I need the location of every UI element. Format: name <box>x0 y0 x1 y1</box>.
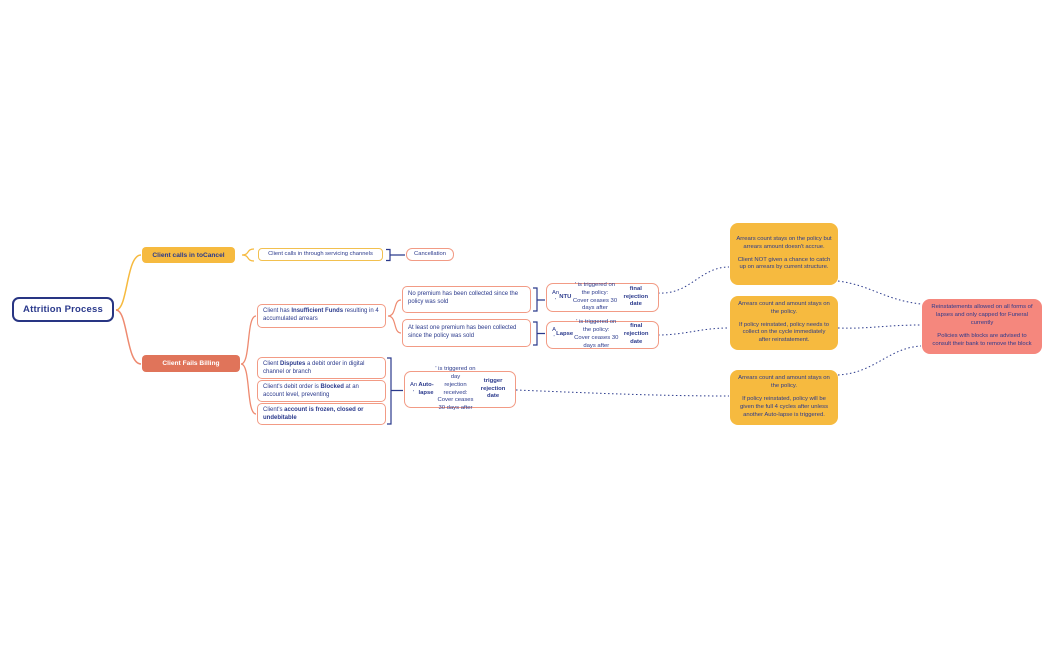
node-debit-order-blocked[interactable]: Client's debit order is Blocked at an account level, preventing <box>257 380 386 402</box>
note-paragraph: If policy reinstated, policy will be given the full 4 cycles after unless another Auto-lapse is triggered. <box>739 396 829 418</box>
note-autolapse-arrears[interactable] <box>730 370 838 425</box>
note-ntu-arrears[interactable] <box>730 223 838 285</box>
bracket-disputes-autolapse <box>387 358 403 424</box>
brace-cancel-children <box>242 249 254 261</box>
dotted-link-ntunote-reinstatements <box>838 281 921 304</box>
bracket-nopremium-ntu <box>533 288 545 311</box>
node-client-disputes[interactable]: Client Disputes a debit order in digital channel or branch <box>257 357 386 379</box>
dotted-link-autolapsenote-reinstatements <box>838 346 921 375</box>
node-servicing-channels[interactable]: Client calls in through servicing channels <box>258 248 383 261</box>
node-account-frozen[interactable]: Client's account is frozen, closed or undebitable <box>257 403 386 425</box>
node-ntu-triggered[interactable]: An ' NTU ' is triggered on the policy: Cover ceases 30 days after final rejection date <box>546 283 659 312</box>
node-client-fails-billing[interactable]: Client Fails Billing <box>142 355 240 372</box>
note-paragraph: Reinstatements allowed on all forms of lapses and only capped for Funeral currently <box>931 304 1033 327</box>
dotted-link-lapse-note <box>658 328 729 335</box>
bracket-servicing-cancellation <box>386 250 405 261</box>
note-paragraph: Arrears count and amount stays on the policy. <box>738 375 830 390</box>
node-lapse-triggered[interactable]: A ' Lapse ' is triggered on the policy: Cover ceases 30 days after final rejection date <box>546 321 659 349</box>
note-paragraph: Arrears count and amount stays on the policy. <box>738 300 830 315</box>
root-brace-cancel <box>116 255 141 310</box>
dotted-link-lapsenote-reinstatements <box>838 325 921 328</box>
note-paragraph: If policy reinstated, policy needs to collect on the cycle immediately after reinstatement. <box>738 321 830 344</box>
node-autolapse-triggered[interactable]: An ' Auto-lapse ' is triggered on day rejection received: Cover ceases 30 days after trigger rejection date <box>404 371 516 408</box>
node-cancellation[interactable]: Cancellation <box>406 248 454 261</box>
note-reinstatements[interactable] <box>922 299 1042 354</box>
brace-insufficient-children <box>388 300 401 333</box>
note-paragraph: Arrears count stays on the policy but arrears amount doesn't accrue. <box>736 235 832 250</box>
node-no-premium-collected[interactable]: No premium has been collected since the policy was sold <box>402 286 531 313</box>
dotted-link-ntu-note <box>658 267 729 293</box>
node-one-premium-collected[interactable]: At least one premium has been collected since the policy was sold <box>402 319 531 347</box>
dotted-link-autolapse-note <box>516 390 729 396</box>
bracket-onepremium-lapse <box>533 322 545 345</box>
root-brace-billing <box>116 310 141 364</box>
note-lapse-arrears[interactable] <box>730 296 838 350</box>
root-node-attrition-process[interactable]: Attrition Process <box>12 297 114 322</box>
node-client-calls-to-cancel[interactable]: Client calls in to Cancel <box>142 247 235 263</box>
note-paragraph: Client NOT given a chance to catch up on arrears by current structure. <box>737 256 831 271</box>
node-insufficient-funds[interactable]: Client has Insufficient Funds resulting in 4 accumulated arrears <box>257 304 386 328</box>
brace-billing-children <box>241 316 256 414</box>
note-paragraph: Policies with blocks are advised to consult their bank to remove the block <box>932 332 1032 347</box>
